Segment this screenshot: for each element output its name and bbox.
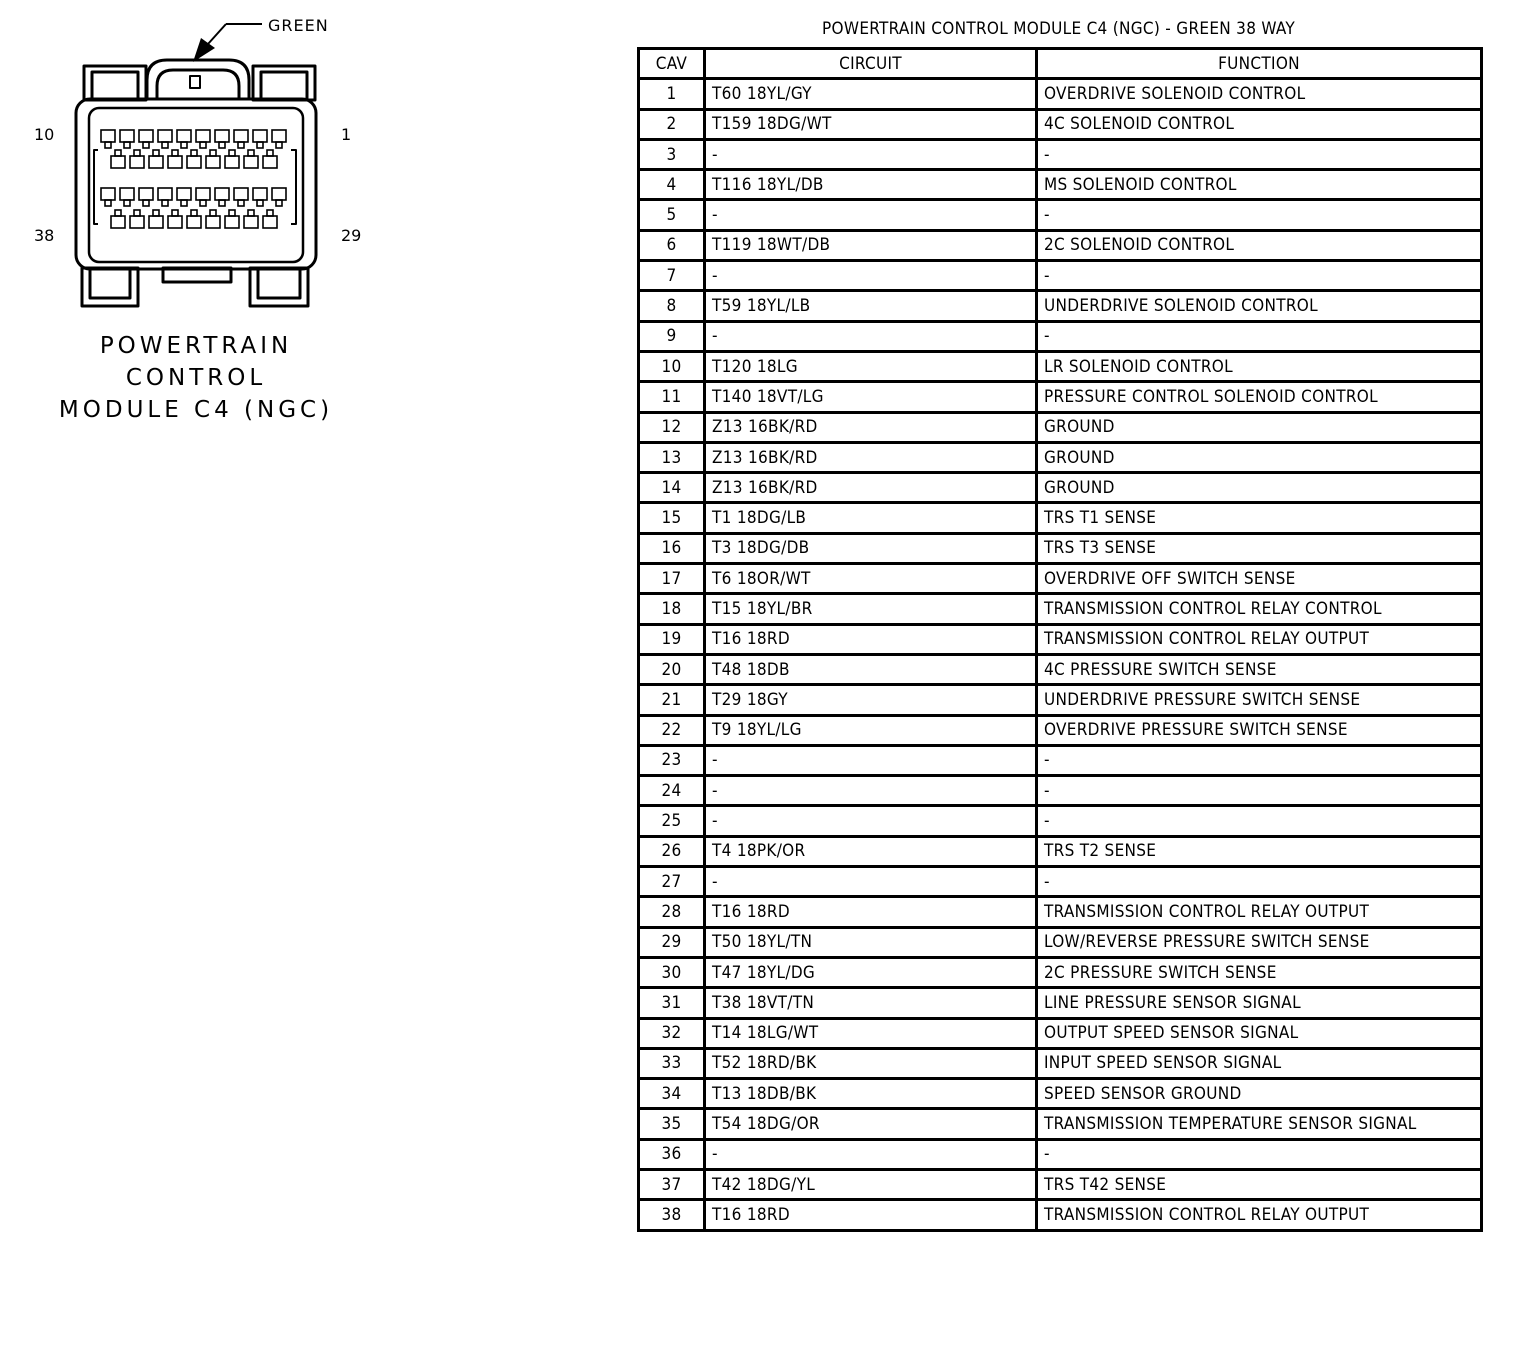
table-row — [639, 139, 1482, 169]
circuit-cell: T50 18YL/TN — [705, 927, 1037, 957]
pin-latch — [238, 142, 244, 148]
pin-cavity — [196, 188, 210, 200]
pin-latch — [124, 200, 130, 206]
table-row — [639, 230, 1482, 260]
table-row — [639, 412, 1482, 442]
circuit-cell: - — [705, 776, 1037, 806]
pin-latch — [238, 200, 244, 206]
circuit-cell: T3 18DG/DB — [705, 533, 1037, 563]
function-cell: 2C PRESSURE SWITCH SENSE — [1037, 957, 1482, 987]
circuit-cell: T15 18YL/BR — [705, 594, 1037, 624]
function-cell: - — [1037, 1139, 1482, 1169]
circuit-cell: - — [705, 867, 1037, 897]
cav-cell: 3 — [639, 139, 705, 169]
pin-cavity — [234, 188, 248, 200]
function-cell: OUTPUT SPEED SENSOR SIGNAL — [1037, 1018, 1482, 1048]
function-cell: TRANSMISSION CONTROL RELAY OUTPUT — [1037, 1200, 1482, 1230]
pin-latch — [143, 200, 149, 206]
pin-cavity — [234, 130, 248, 142]
cav-cell: 21 — [639, 685, 705, 715]
function-cell: LOW/REVERSE PRESSURE SWITCH SENSE — [1037, 927, 1482, 957]
table-row — [639, 351, 1482, 381]
pin-latch — [276, 142, 282, 148]
module-name — [40, 330, 352, 426]
table-row — [639, 1018, 1482, 1048]
cav-cell: 32 — [639, 1018, 705, 1048]
circuit-cell: T140 18VT/LG — [705, 382, 1037, 412]
pin-cavity — [196, 130, 210, 142]
pin-cavity — [215, 130, 229, 142]
pin-cavity — [158, 188, 172, 200]
module-name-line-1: POWERTRAIN — [99, 333, 293, 359]
pin-cavity — [225, 216, 239, 228]
connector-diagram — [0, 0, 600, 440]
table-row — [639, 1200, 1482, 1230]
cav-cell: 7 — [639, 261, 705, 291]
cav-cell: 23 — [639, 745, 705, 775]
table-row — [639, 291, 1482, 321]
cav-cell: 18 — [639, 594, 705, 624]
circuit-cell: - — [705, 200, 1037, 230]
circuit-cell: T16 18RD — [705, 624, 1037, 654]
pin-cavity — [206, 156, 220, 168]
pin-latch — [181, 200, 187, 206]
circuit-cell: - — [705, 806, 1037, 836]
pin-latch — [219, 200, 225, 206]
circuit-cell: T16 18RD — [705, 897, 1037, 927]
module-name-line-3: MODULE C4 (NGC) — [58, 397, 334, 423]
function-cell: UNDERDRIVE PRESSURE SWITCH SENSE — [1037, 685, 1482, 715]
pin-latch — [267, 150, 273, 156]
pin-cavity — [158, 130, 172, 142]
function-cell: UNDERDRIVE SOLENOID CONTROL — [1037, 291, 1482, 321]
table-row — [639, 200, 1482, 230]
cav-cell: 34 — [639, 1079, 705, 1109]
cav-cell: 33 — [639, 1048, 705, 1078]
pin-cavity — [253, 130, 267, 142]
table-row — [639, 806, 1482, 836]
table-row — [639, 533, 1482, 563]
pin-latch — [105, 200, 111, 206]
table-row — [639, 1079, 1482, 1109]
pin-latch — [172, 210, 178, 216]
table-row — [639, 685, 1482, 715]
pin-latch — [115, 150, 121, 156]
circuit-cell: T52 18RD/BK — [705, 1048, 1037, 1078]
cav-cell: 13 — [639, 442, 705, 472]
pin-label-top-left: 10 — [34, 125, 55, 144]
function-cell: GROUND — [1037, 442, 1482, 472]
cav-cell: 11 — [639, 382, 705, 412]
pin-cavity — [272, 130, 286, 142]
pin-cavity — [263, 216, 277, 228]
pin-latch — [210, 150, 216, 156]
pin-cavity — [272, 188, 286, 200]
cav-cell: 25 — [639, 806, 705, 836]
pin-latch — [248, 150, 254, 156]
pin-cavity — [168, 156, 182, 168]
table-row — [639, 473, 1482, 503]
pin-cavity — [101, 130, 115, 142]
cav-cell: 36 — [639, 1139, 705, 1169]
cav-cell: 31 — [639, 988, 705, 1018]
cav-cell: 12 — [639, 412, 705, 442]
pin-latch — [153, 210, 159, 216]
circuit-cell: T47 18YL/DG — [705, 957, 1037, 987]
pin-latch — [115, 210, 121, 216]
function-cell: TRANSMISSION CONTROL RELAY OUTPUT — [1037, 624, 1482, 654]
pin-latch — [219, 142, 225, 148]
table-row — [639, 897, 1482, 927]
function-cell: PRESSURE CONTROL SOLENOID CONTROL — [1037, 382, 1482, 412]
pin-cavity — [130, 156, 144, 168]
function-cell: MS SOLENOID CONTROL — [1037, 170, 1482, 200]
table-row — [639, 564, 1482, 594]
cavity-table-header — [639, 49, 1482, 79]
table-row — [639, 109, 1482, 139]
pin-cavity — [120, 188, 134, 200]
table-row — [639, 745, 1482, 775]
circuit-cell: T120 18LG — [705, 351, 1037, 381]
pin-latch — [210, 210, 216, 216]
cav-cell: 9 — [639, 321, 705, 351]
table-row — [639, 1109, 1482, 1139]
header-function: FUNCTION — [1037, 49, 1482, 79]
pin-latch — [191, 210, 197, 216]
cav-cell: 5 — [639, 200, 705, 230]
table-row — [639, 988, 1482, 1018]
circuit-cell: T119 18WT/DB — [705, 230, 1037, 260]
cav-cell: 30 — [639, 957, 705, 987]
pin-cavity — [139, 130, 153, 142]
circuit-cell: T59 18YL/LB — [705, 291, 1037, 321]
table-row — [639, 170, 1482, 200]
pin-latch — [191, 150, 197, 156]
pin-cavity — [253, 188, 267, 200]
circuit-cell: T6 18OR/WT — [705, 564, 1037, 594]
table-row — [639, 1139, 1482, 1169]
pin-latch — [172, 150, 178, 156]
cav-cell: 10 — [639, 351, 705, 381]
cav-cell: 28 — [639, 897, 705, 927]
pin-label-bottom-right: 29 — [341, 226, 362, 245]
function-cell: 2C SOLENOID CONTROL — [1037, 230, 1482, 260]
function-cell: TRS T3 SENSE — [1037, 533, 1482, 563]
circuit-cell: T13 18DB/BK — [705, 1079, 1037, 1109]
circuit-cell: T54 18DG/OR — [705, 1109, 1037, 1139]
function-cell: TRANSMISSION TEMPERATURE SENSOR SIGNAL — [1037, 1109, 1482, 1139]
function-cell: - — [1037, 745, 1482, 775]
table-row — [639, 715, 1482, 745]
function-cell: LR SOLENOID CONTROL — [1037, 351, 1482, 381]
circuit-cell: - — [705, 139, 1037, 169]
pin-latch — [200, 142, 206, 148]
pin-latch — [162, 142, 168, 148]
table-row — [639, 1169, 1482, 1199]
pin-latch — [153, 150, 159, 156]
cav-cell: 17 — [639, 564, 705, 594]
pin-cavity — [101, 188, 115, 200]
function-cell: LINE PRESSURE SENSOR SIGNAL — [1037, 988, 1482, 1018]
cav-cell: 14 — [639, 473, 705, 503]
pin-latch — [257, 200, 263, 206]
function-cell: OVERDRIVE PRESSURE SWITCH SENSE — [1037, 715, 1482, 745]
pin-latch — [257, 142, 263, 148]
table-row — [639, 594, 1482, 624]
circuit-cell: - — [705, 261, 1037, 291]
pin-latch — [134, 150, 140, 156]
pin-latch — [143, 142, 149, 148]
cavity-table — [637, 47, 1483, 1232]
function-cell: - — [1037, 261, 1482, 291]
pin-latch — [134, 210, 140, 216]
table-row — [639, 927, 1482, 957]
table-title: POWERTRAIN CONTROL MODULE C4 (NGC) - GREEN 38 WAY — [822, 19, 1295, 39]
table-row — [639, 957, 1482, 987]
pin-cavity — [244, 156, 258, 168]
pin-latch — [229, 210, 235, 216]
header-circuit: CIRCUIT — [705, 49, 1037, 79]
table-row — [639, 776, 1482, 806]
cav-cell: 27 — [639, 867, 705, 897]
pin-cavity — [177, 188, 191, 200]
cav-cell: 16 — [639, 533, 705, 563]
pin-cavity — [187, 216, 201, 228]
pin-latch — [124, 142, 130, 148]
pin-label-top-right: 1 — [341, 125, 352, 144]
function-cell: TRANSMISSION CONTROL RELAY CONTROL — [1037, 594, 1482, 624]
table-row — [639, 624, 1482, 654]
function-cell: - — [1037, 321, 1482, 351]
pin-cavity — [130, 216, 144, 228]
cav-cell: 20 — [639, 654, 705, 684]
cav-cell: 6 — [639, 230, 705, 260]
header-cav: CAV — [639, 49, 705, 79]
function-cell: OVERDRIVE SOLENOID CONTROL — [1037, 79, 1482, 109]
cav-cell: 15 — [639, 503, 705, 533]
function-cell: - — [1037, 867, 1482, 897]
function-cell: OVERDRIVE OFF SWITCH SENSE — [1037, 564, 1482, 594]
module-name-line-2: CONTROL — [125, 365, 267, 391]
function-cell: - — [1037, 806, 1482, 836]
function-cell: TRS T1 SENSE — [1037, 503, 1482, 533]
connector-color-label: GREEN — [268, 16, 329, 35]
pin-cavity — [111, 156, 125, 168]
cav-cell: 37 — [639, 1169, 705, 1199]
function-cell: SPEED SENSOR GROUND — [1037, 1079, 1482, 1109]
circuit-cell: Z13 16BK/RD — [705, 442, 1037, 472]
function-cell: 4C PRESSURE SWITCH SENSE — [1037, 654, 1482, 684]
pin-cavity — [263, 156, 277, 168]
table-row — [639, 654, 1482, 684]
cavity-table-body — [639, 79, 1482, 1230]
table-row — [639, 382, 1482, 412]
pin-latch — [181, 142, 187, 148]
circuit-cell: T16 18RD — [705, 1200, 1037, 1230]
circuit-cell: T159 18DG/WT — [705, 109, 1037, 139]
circuit-cell: T29 18GY — [705, 685, 1037, 715]
function-cell: GROUND — [1037, 412, 1482, 442]
table-row — [639, 503, 1482, 533]
table-row — [639, 79, 1482, 109]
function-cell: 4C SOLENOID CONTROL — [1037, 109, 1482, 139]
pin-cavity — [206, 216, 220, 228]
pin-cavity — [187, 156, 201, 168]
pin-cavity — [215, 188, 229, 200]
circuit-cell: T42 18DG/YL — [705, 1169, 1037, 1199]
pin-cavity — [149, 156, 163, 168]
function-cell: INPUT SPEED SENSOR SIGNAL — [1037, 1048, 1482, 1078]
cav-cell: 26 — [639, 836, 705, 866]
pin-latch — [162, 200, 168, 206]
pin-cavity — [139, 188, 153, 200]
pin-cavity — [120, 130, 134, 142]
circuit-cell: T9 18YL/LG — [705, 715, 1037, 745]
circuit-cell: T116 18YL/DB — [705, 170, 1037, 200]
table-row — [639, 321, 1482, 351]
circuit-cell: Z13 16BK/RD — [705, 473, 1037, 503]
pin-cavity — [149, 216, 163, 228]
pin-label-bottom-left: 38 — [34, 226, 55, 245]
function-cell: - — [1037, 200, 1482, 230]
pin-cavity — [177, 130, 191, 142]
pin-latch — [200, 200, 206, 206]
cav-cell: 4 — [639, 170, 705, 200]
cav-cell: 1 — [639, 79, 705, 109]
circuit-cell: T48 18DB — [705, 654, 1037, 684]
cav-cell: 38 — [639, 1200, 705, 1230]
function-cell: GROUND — [1037, 473, 1482, 503]
function-cell: TRS T42 SENSE — [1037, 1169, 1482, 1199]
circuit-cell: T1 18DG/LB — [705, 503, 1037, 533]
function-cell: - — [1037, 776, 1482, 806]
cav-cell: 19 — [639, 624, 705, 654]
pin-latch — [267, 210, 273, 216]
function-cell: TRANSMISSION CONTROL RELAY OUTPUT — [1037, 897, 1482, 927]
pin-latch — [105, 142, 111, 148]
function-cell: - — [1037, 139, 1482, 169]
pin-cavity — [168, 216, 182, 228]
pin-cavity — [225, 156, 239, 168]
pin-cavity — [244, 216, 258, 228]
circuit-cell: - — [705, 1139, 1037, 1169]
cav-cell: 29 — [639, 927, 705, 957]
cav-cell: 22 — [639, 715, 705, 745]
cav-cell: 24 — [639, 776, 705, 806]
table-row — [639, 836, 1482, 866]
circuit-cell: T60 18YL/GY — [705, 79, 1037, 109]
pin-latch — [276, 200, 282, 206]
pin-latch — [248, 210, 254, 216]
function-cell: TRS T2 SENSE — [1037, 836, 1482, 866]
cav-cell: 8 — [639, 291, 705, 321]
table-row — [639, 261, 1482, 291]
circuit-cell: T38 18VT/TN — [705, 988, 1037, 1018]
pin-cavity — [111, 216, 125, 228]
circuit-cell: T14 18LG/WT — [705, 1018, 1037, 1048]
circuit-cell: - — [705, 745, 1037, 775]
cav-cell: 2 — [639, 109, 705, 139]
circuit-cell: T4 18PK/OR — [705, 836, 1037, 866]
cav-cell: 35 — [639, 1109, 705, 1139]
circuit-cell: - — [705, 321, 1037, 351]
table-row — [639, 1048, 1482, 1078]
circuit-cell: Z13 16BK/RD — [705, 412, 1037, 442]
table-row — [639, 867, 1482, 897]
table-row — [639, 442, 1482, 472]
pin-latch — [229, 150, 235, 156]
